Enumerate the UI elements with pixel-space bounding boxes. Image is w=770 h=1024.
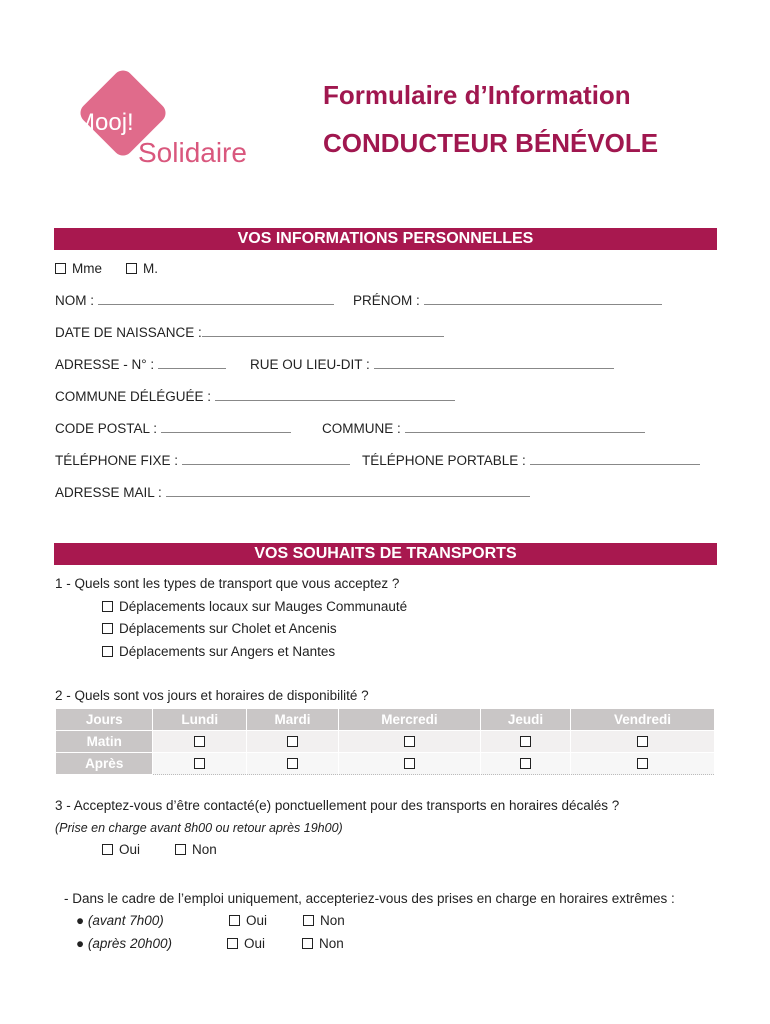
q4-item-2-no[interactable] (302, 936, 344, 951)
field-rue[interactable] (250, 357, 614, 372)
commune-input-line[interactable] (405, 421, 645, 433)
code-postal-label: CODE POSTAL : (55, 421, 158, 436)
checkbox-apres-lundi[interactable] (194, 758, 205, 769)
field-code-postal[interactable] (55, 421, 291, 436)
cell-matin-jeudi[interactable] (481, 731, 571, 753)
q4-item-2-label: (après 20h00) (87, 936, 172, 951)
bullet-icon: ● (76, 913, 85, 928)
q1-option-3-label: Déplacements sur Angers et Nantes (119, 644, 336, 659)
q4-2-no-label: Non (319, 936, 344, 951)
cell-matin-mardi[interactable] (247, 731, 339, 753)
adresse-num-label: ADRESSE - N° : (55, 357, 155, 372)
checkbox-q4-2-yes[interactable] (227, 938, 238, 949)
checkbox-apres-jeudi[interactable] (520, 758, 531, 769)
form-title: Formulaire d’Information (323, 80, 631, 110)
tel-fixe-label: TÉLÉPHONE FIXE : (55, 453, 179, 468)
availability-table (55, 708, 715, 775)
q4-item-before (76, 913, 164, 928)
table-row (56, 731, 715, 753)
code-postal-input-line[interactable] (161, 421, 291, 433)
checkbox-apres-mercredi[interactable] (404, 758, 415, 769)
col-jeudi: Jeudi (481, 709, 571, 731)
q2-question: 2 - Quels sont vos jours et horaires de disponibilité ? (55, 688, 369, 703)
q1-option-cholet[interactable] (102, 621, 337, 636)
checkbox-q4-1-yes[interactable] (229, 915, 240, 926)
cell-matin-lundi[interactable] (153, 731, 247, 753)
nom-label: NOM : (55, 293, 94, 308)
field-adresse-num[interactable] (55, 357, 226, 372)
checkbox-matin-mardi[interactable] (287, 736, 298, 747)
logo-mooj-text: Mooj! (75, 109, 134, 136)
field-date-naissance[interactable] (55, 325, 444, 340)
commune-deleguee-label: COMMUNE DÉLÉGUÉE : (55, 389, 212, 404)
q1-option-angers[interactable] (102, 644, 335, 659)
col-jours: Jours (56, 709, 153, 731)
checkbox-q1-option-3[interactable] (102, 646, 113, 657)
checkbox-q3-no[interactable] (175, 844, 186, 855)
q4-2-yes-label: Oui (244, 936, 266, 951)
nom-input-line[interactable] (98, 293, 334, 305)
cell-apres-jeudi[interactable] (481, 753, 571, 775)
date-naissance-input-line[interactable] (202, 325, 444, 337)
col-vendredi: Vendredi (570, 709, 714, 731)
availability-header-row (56, 709, 715, 731)
cell-apres-mardi[interactable] (247, 753, 339, 775)
q4-question: - Dans le cadre de l’emploi uniquement, accepteriez-vous des prises en charge en horaires extrêmes : (64, 891, 675, 906)
q3-yes-label: Oui (119, 842, 141, 857)
civility-mme[interactable] (55, 261, 102, 276)
checkbox-matin-mercredi[interactable] (404, 736, 415, 747)
tel-portable-label: TÉLÉPHONE PORTABLE : (362, 453, 526, 468)
checkbox-m[interactable] (126, 263, 137, 274)
q4-item-after (76, 936, 172, 951)
rue-label: RUE OU LIEU-DIT : (250, 357, 370, 372)
cell-matin-mercredi[interactable] (338, 731, 480, 753)
field-email[interactable] (55, 485, 530, 500)
form-subtitle: CONDUCTEUR BÉNÉVOLE (323, 128, 659, 158)
field-commune-deleguee[interactable] (55, 389, 455, 404)
adresse-num-input-line[interactable] (158, 357, 226, 369)
table-row (56, 753, 715, 775)
tel-portable-input-line[interactable] (530, 453, 700, 465)
q3-no-label: Non (192, 842, 217, 857)
civility-mme-label: Mme (72, 261, 102, 276)
q4-item-1-yes[interactable] (229, 913, 267, 928)
q4-item-1-no[interactable] (303, 913, 345, 928)
mooj-solidaire-logo (70, 70, 280, 175)
field-tel-fixe[interactable] (55, 453, 350, 468)
checkbox-apres-vendredi[interactable] (637, 758, 648, 769)
prenom-label: PRÉNOM : (353, 293, 420, 308)
checkbox-q3-yes[interactable] (102, 844, 113, 855)
field-tel-portable[interactable] (362, 453, 700, 468)
q4-1-no-label: Non (320, 913, 345, 928)
row-apres-label: Après (56, 753, 153, 775)
logo-diamond-icon (70, 70, 280, 175)
checkbox-q1-option-2[interactable] (102, 623, 113, 634)
checkbox-mme[interactable] (55, 263, 66, 274)
section-personal-header: VOS INFORMATIONS PERSONNELLES (54, 228, 717, 250)
logo-solidaire-text: Solidaire (138, 137, 247, 168)
q4-item-2-yes[interactable] (227, 936, 265, 951)
checkbox-matin-vendredi[interactable] (637, 736, 648, 747)
q4-1-yes-label: Oui (246, 913, 268, 928)
civility-m-label: M. (143, 261, 158, 276)
bullet-icon: ● (76, 936, 85, 951)
rue-input-line[interactable] (374, 357, 614, 369)
checkbox-matin-jeudi[interactable] (520, 736, 531, 747)
section-transport-header: VOS SOUHAITS DE TRANSPORTS (54, 543, 717, 565)
checkbox-q4-1-no[interactable] (303, 915, 314, 926)
commune-deleguee-input-line[interactable] (215, 389, 455, 401)
q3-note: (Prise en charge avant 8h00 ou retour après 19h00) (55, 821, 343, 835)
row-matin-label: Matin (56, 731, 153, 753)
col-mercredi: Mercredi (338, 709, 480, 731)
civility-m[interactable] (126, 261, 158, 276)
q1-option-1-label: Déplacements locaux sur Mauges Communauté (119, 599, 408, 614)
cell-matin-vendredi[interactable] (570, 731, 714, 753)
q3-no[interactable] (175, 842, 217, 857)
checkbox-apres-mardi[interactable] (287, 758, 298, 769)
cell-apres-vendredi[interactable] (570, 753, 714, 775)
col-mardi: Mardi (247, 709, 339, 731)
cell-apres-lundi[interactable] (153, 753, 247, 775)
q1-question: 1 - Quels sont les types de transport que vous acceptez ? (55, 576, 400, 591)
checkbox-q1-option-1[interactable] (102, 601, 113, 612)
q3-yes[interactable] (102, 842, 140, 857)
commune-label: COMMUNE : (322, 421, 401, 436)
date-naissance-label: DATE DE NAISSANCE : (55, 325, 202, 340)
q3-question: 3 - Acceptez-vous d’être contacté(e) ponctuellement pour des transports en horaires décalés ? (55, 798, 620, 813)
q4-item-1-label: (avant 7h00) (87, 913, 164, 928)
field-prenom[interactable] (353, 293, 662, 308)
checkbox-q4-2-no[interactable] (302, 938, 313, 949)
prenom-input-line[interactable] (424, 293, 662, 305)
checkbox-matin-lundi[interactable] (194, 736, 205, 747)
email-input-line[interactable] (166, 485, 530, 497)
field-nom[interactable] (55, 293, 334, 308)
q1-option-2-label: Déplacements sur Cholet et Ancenis (119, 621, 337, 636)
q1-option-local[interactable] (102, 599, 407, 614)
tel-fixe-input-line[interactable] (182, 453, 350, 465)
cell-apres-mercredi[interactable] (338, 753, 480, 775)
field-commune[interactable] (322, 421, 645, 436)
email-label: ADRESSE MAIL : (55, 485, 162, 500)
col-lundi: Lundi (153, 709, 247, 731)
